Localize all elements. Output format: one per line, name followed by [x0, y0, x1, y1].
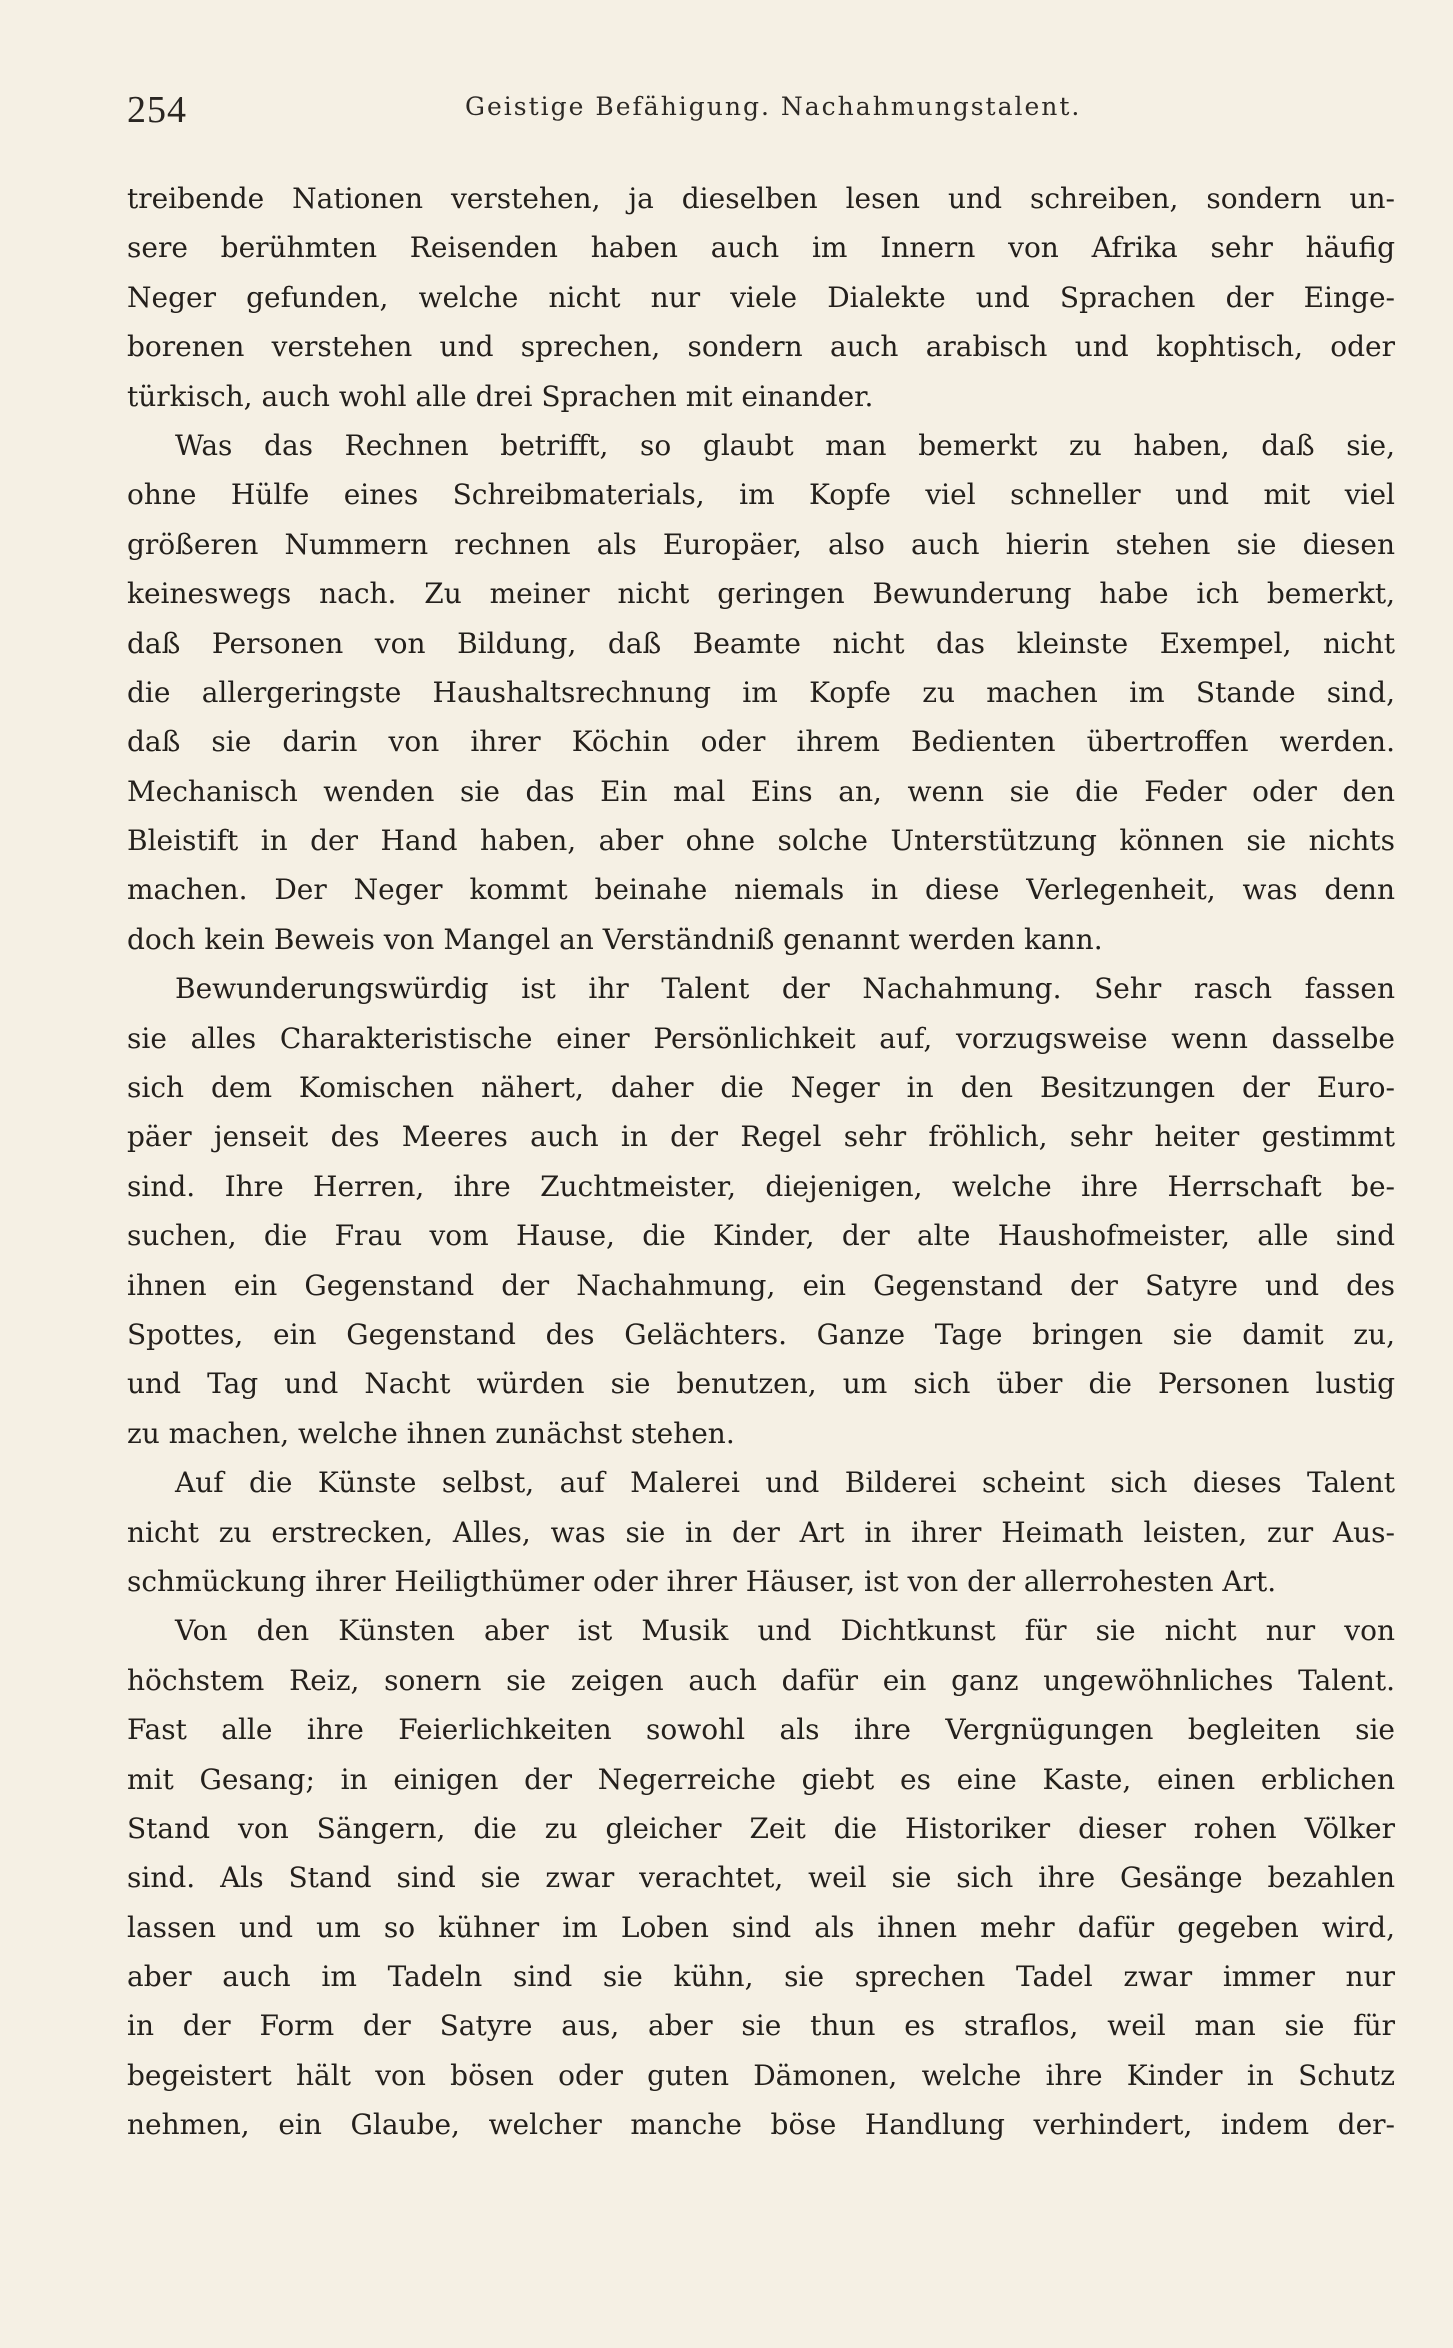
- text-line: ihnen ein Gegenstand der Nachahmung, ein Gegenstand der Satyre und des: [127, 1268, 1395, 1302]
- text-line: Mechanisch wenden sie das Ein mal Eins an, wenn sie die Feder oder den: [127, 774, 1395, 808]
- text-line: sere berühmten Reisenden haben auch im Innern von Afrika sehr häufig: [127, 231, 1395, 265]
- text-line: Auf die Künste selbst, auf Malerei und Bilderei scheint sich dieses Talent: [175, 1466, 1395, 1500]
- text-line: ohne Hülfe eines Schreibmaterials, im Kopfe viel schneller und mit viel: [127, 478, 1395, 512]
- text-line: größeren Nummern rechnen als Europäer, also auch hierin stehen sie diesen: [127, 527, 1395, 561]
- text-line: höchstem Reiz, sonern sie zeigen auch dafür ein ganz ungewöhnliches Talent.: [127, 1663, 1395, 1697]
- text-line: und Tag und Nacht würden sie benutzen, um sich über die Personen lustig: [127, 1367, 1395, 1401]
- text-line: keineswegs nach. Zu meiner nicht geringen Bewunderung habe ich bemerkt,: [127, 577, 1395, 611]
- text-line: daß Personen von Bildung, daß Beamte nicht das kleinste Exempel, nicht: [127, 626, 1395, 660]
- text-line: lassen und um so kühner im Loben sind als ihnen mehr dafür gegeben wird,: [127, 1910, 1395, 1944]
- text-line: aber auch im Tadeln sind sie kühn, sie sprechen Tadel zwar immer nur: [127, 1960, 1395, 1994]
- text-line: päer jenseit des Meeres auch in der Regel sehr fröhlich, sehr heiter gestimmt: [127, 1120, 1395, 1154]
- text-line: Bewunderungswürdig ist ihr Talent der Nachahmung. Sehr rasch fassen: [175, 972, 1395, 1006]
- text-line: nicht zu erstrecken, Alles, was sie in der Art in ihrer Heimath leisten, zur Aus-: [127, 1515, 1395, 1549]
- text-line: zu machen, welche ihnen zunächst stehen.: [127, 1416, 735, 1450]
- text-line: sich dem Komischen nähert, daher die Neger in den Besitzungen der Euro-: [127, 1071, 1395, 1105]
- text-line: Spottes, ein Gegenstand des Gelächters. Ganze Tage bringen sie damit zu,: [127, 1317, 1395, 1351]
- text-line: sie alles Charakteristische einer Persönlichkeit auf, vorzugsweise wenn dasselbe: [127, 1021, 1395, 1055]
- text-line: mit Gesang; in einigen der Negerreiche giebt es eine Kaste, einen erblichen: [127, 1762, 1395, 1796]
- page-number: 254: [127, 89, 187, 131]
- running-title: Geistige Befähigung. Nachahmungstalent.: [465, 92, 1082, 121]
- text-line: in der Form der Satyre aus, aber sie thun es straflos, weil man sie für: [127, 2009, 1395, 2043]
- text-line: Fast alle ihre Feierlichkeiten sowohl als ihre Vergnügungen begleiten sie: [127, 1713, 1395, 1747]
- text-line: sind. Als Stand sind sie zwar verachtet, weil sie sich ihre Gesänge bezahlen: [127, 1861, 1395, 1895]
- text-line: Von den Künsten aber ist Musik und Dichtkunst für sie nicht nur von: [175, 1614, 1395, 1648]
- text-line: doch kein Beweis von Mangel an Verständniß genannt werden kann.: [127, 922, 1103, 956]
- text-line: Was das Rechnen betrifft, so glaubt man bemerkt zu haben, daß sie,: [175, 428, 1395, 462]
- text-line: Stand von Sängern, die zu gleicher Zeit die Historiker dieser rohen Völker: [127, 1811, 1395, 1845]
- text-line: nehmen, ein Glaube, welcher manche böse Handlung verhindert, indem der-: [127, 2108, 1395, 2142]
- text-line: suchen, die Frau vom Hause, die Kinder, der alte Haushofmeister, alle sind: [127, 1219, 1395, 1253]
- text-line: türkisch, auch wohl alle drei Sprachen mit einander.: [127, 379, 874, 413]
- text-line: borenen verstehen und sprechen, sondern auch arabisch und kophtisch, oder: [127, 330, 1395, 364]
- text-line: Bleistift in der Hand haben, aber ohne solche Unterstützung können sie nichts: [127, 824, 1395, 858]
- text-line: treibende Nationen verstehen, ja dieselben lesen und schreiben, sondern un-: [127, 182, 1395, 215]
- text-line: die allergeringste Haushaltsrechnung im Kopfe zu machen im Stande sind,: [127, 675, 1395, 709]
- text-line: begeistert hält von bösen oder guten Dämonen, welche ihre Kinder in Schutz: [127, 2058, 1395, 2092]
- text-line: machen. Der Neger kommt beinahe niemals in diese Verlegenheit, was denn: [127, 873, 1395, 907]
- text-line: daß sie darin von ihrer Köchin oder ihrem Bedienten übertroffen werden.: [127, 725, 1395, 759]
- text-line: schmückung ihrer Heiligthümer oder ihrer Häuser, ist von der allerrohesten Art.: [127, 1564, 1277, 1598]
- text-line: sind. Ihre Herren, ihre Zuchtmeister, diejenigen, welche ihre Herrschaft be-: [127, 1169, 1395, 1203]
- body-text: [127, 174, 1395, 2150]
- page-header: [127, 88, 1395, 148]
- text-line: Neger gefunden, welche nicht nur viele Dialekte und Sprachen der Einge-: [127, 280, 1395, 314]
